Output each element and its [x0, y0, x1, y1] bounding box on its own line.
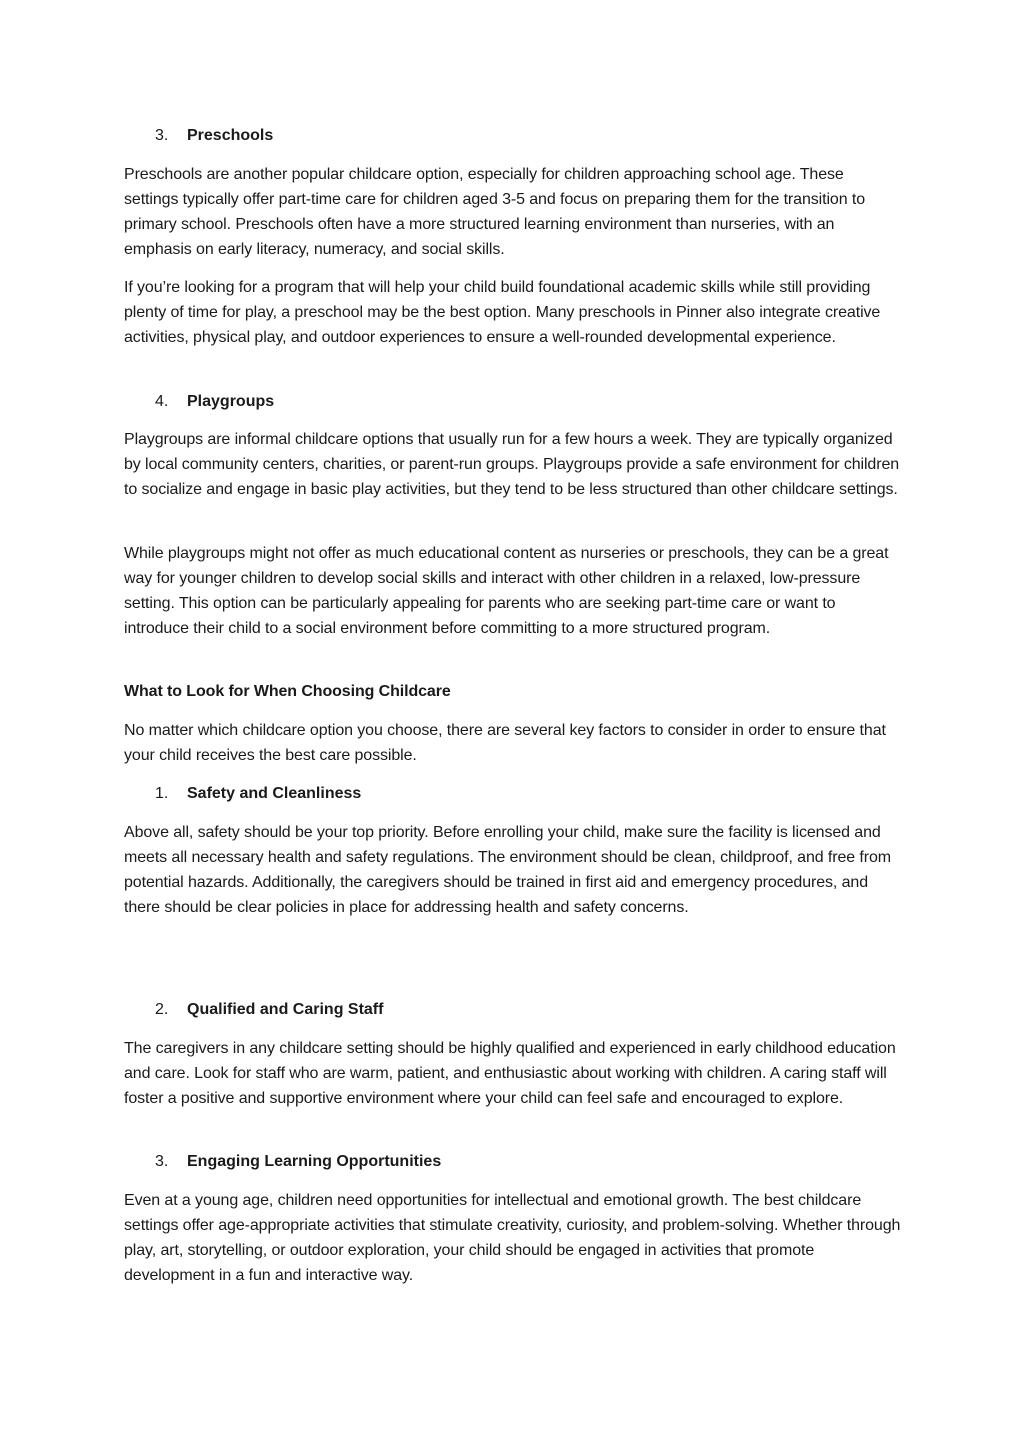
- list-number: 1.: [155, 785, 169, 802]
- list-number: 2.: [155, 1001, 169, 1018]
- list-item-title: Playgroups: [187, 393, 275, 410]
- list-item-heading: [124, 123, 902, 148]
- list-number: 4.: [155, 393, 169, 410]
- list-item-title: Preschools: [187, 127, 274, 144]
- paragraph: If you’re looking for a program that will help your child build foundational academic skills while still providing plenty of time for play, a preschool may be the best option. Many preschools in Pinner also integrate creative activities, physical play, and outdoor experiences to ensure a well-rounded developmental experience.: [124, 279, 881, 346]
- paragraph: Playgroups are informal childcare options that usually run for a few hours a week. They are typically organized by local community centers, charities, or parent-run groups. Playgroups provide a safe environment for children to socialize and engage in basic play activities, but they tend to be less structured than other childcare settings.: [124, 431, 900, 498]
- list-number: 3.: [155, 127, 169, 144]
- list-item-title: Safety and Cleanliness: [187, 785, 362, 802]
- list-item-heading: [124, 1149, 902, 1174]
- list-item-heading: [124, 997, 902, 1022]
- list-item-title: Qualified and Caring Staff: [187, 1001, 384, 1018]
- paragraph: No matter which childcare option you choose, there are several key factors to consider in order to ensure that your child receives the best care possible.: [124, 722, 886, 764]
- section-heading: What to Look for When Choosing Childcare: [124, 683, 451, 700]
- paragraph: The caregivers in any childcare setting should be highly qualified and experienced in early childhood education and care. Look for staff who are warm, patient, and enthusiastic about working with children. A caring staff will foster a positive and supportive environment where your child can feel safe and encouraged to explore.: [124, 1040, 896, 1107]
- list-number: 3.: [155, 1153, 169, 1170]
- paragraph: Above all, safety should be your top priority. Before enrolling your child, make sure the facility is licensed and meets all necessary health and safety regulations. The environment should be clean, childproof, and free from potential hazards. Additionally, the caregivers should be trained in first aid and emergency procedures, and there should be clear policies in place for addressing health and safety concerns.: [124, 824, 892, 916]
- list-item-heading: [124, 389, 902, 414]
- paragraph: Preschools are another popular childcare option, especially for children approaching school age. These settings typically offer part-time care for children aged 3-5 and focus on preparing them for the transition to primary school. Preschools often have a more structured learning environment than nurseries, with an emphasis on early literacy, numeracy, and social skills.: [124, 166, 866, 258]
- paragraph: Even at a young age, children need opportunities for intellectual and emotional growth. The best childcare settings offer age-appropriate activities that stimulate creativity, curiosity, and problem-solving. Whether through play, art, storytelling, or outdoor exploration, your child should be engaged in activities that promote development in a fun and interactive way.: [124, 1192, 901, 1284]
- list-item-title: Engaging Learning Opportunities: [187, 1153, 442, 1170]
- paragraph: While playgroups might not offer as much educational content as nurseries or preschools, they can be a great way for younger children to develop social skills and interact with other children in a relaxed, low-pressure setting. This option can be particularly appealing for parents who are seeking part-time care or want to introduce their child to a social environment before committing to a more structured program.: [124, 545, 889, 637]
- list-item-heading: [124, 781, 902, 806]
